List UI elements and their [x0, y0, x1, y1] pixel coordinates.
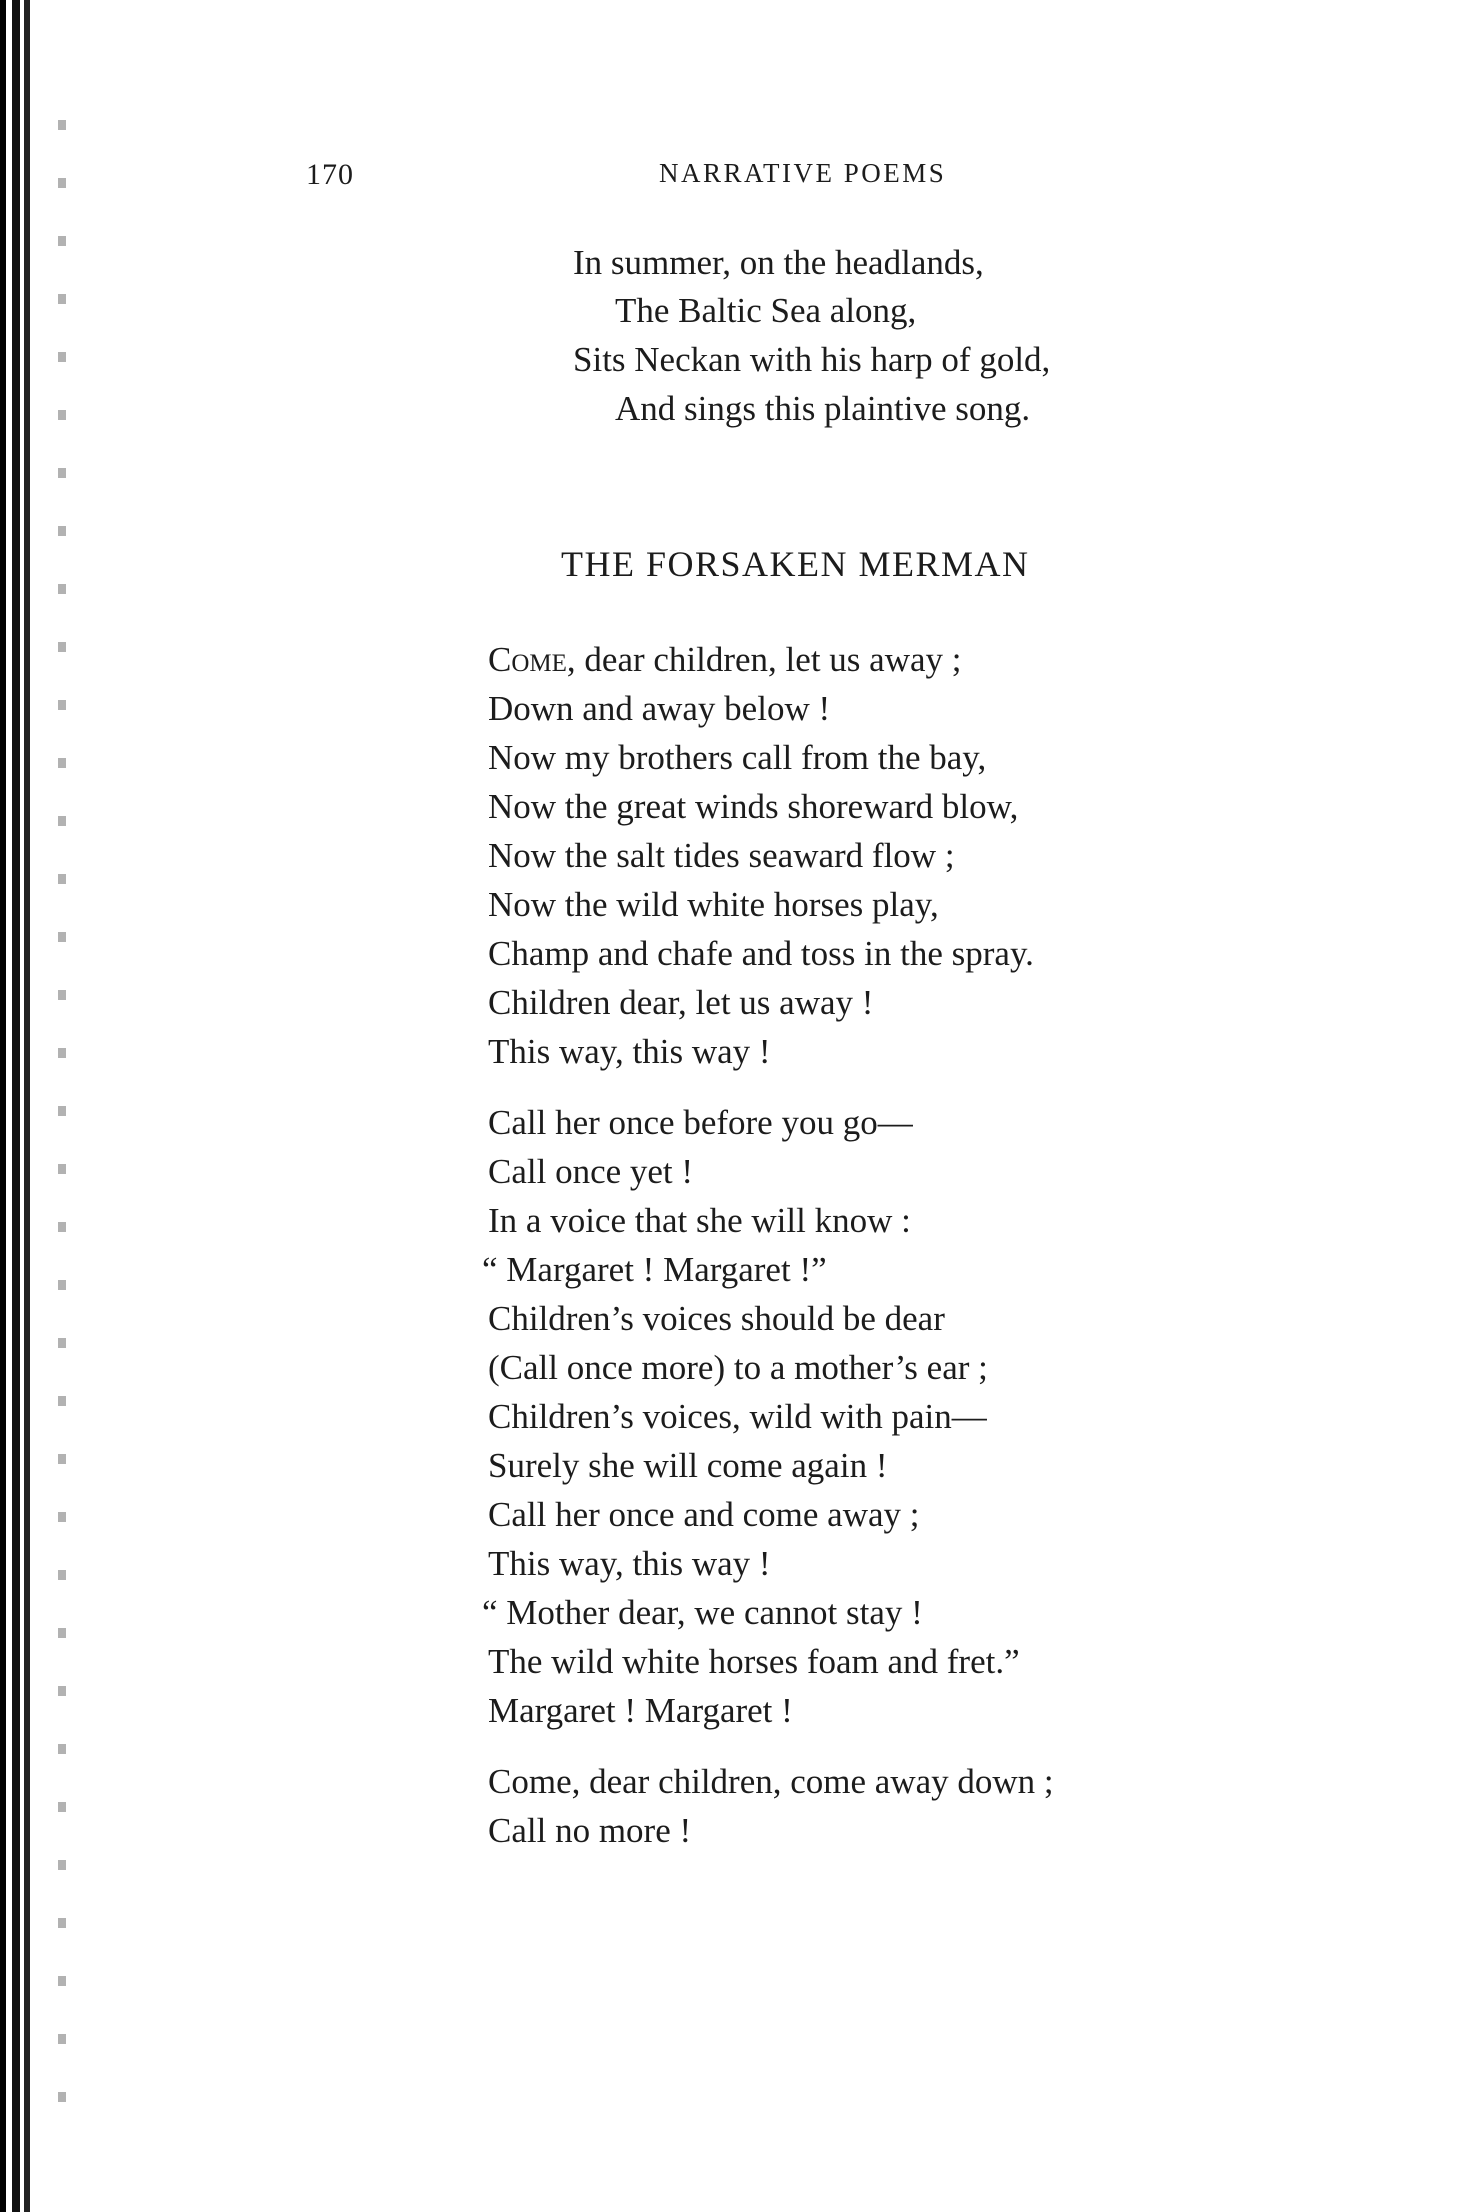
page-binding-edge [0, 0, 34, 2212]
verse-line: Call once yet ! [488, 1152, 694, 1191]
verse-line: Now the salt tides seaward flow ; [488, 836, 955, 875]
verse-line: Surely she will come again ! [488, 1446, 888, 1485]
verse-line: Now the wild white horses play, [488, 885, 939, 924]
verse-line: Call her once and come away ; [488, 1495, 920, 1534]
scan-artifact-marks [58, 120, 66, 2120]
verse-line: Call her once before you go— [488, 1103, 913, 1142]
verse-line: Children dear, let us away ! [488, 983, 874, 1022]
verse-line: “ Margaret ! Margaret !” [482, 1250, 827, 1289]
verse-line: Down and away below ! [488, 689, 831, 728]
verse-line: The wild white horses foam and fret.” [488, 1642, 1020, 1681]
section-title: NARRATIVE POEMS [659, 158, 947, 188]
verse-line: In summer, on the headlands, [573, 243, 984, 282]
verse-line: In a voice that she will know : [488, 1201, 911, 1240]
verse-line: (Call once more) to a mother’s ear ; [488, 1348, 988, 1387]
verse-line-rest: , dear children, let us away ; [566, 640, 962, 679]
verse-line: Come, dear children, come away down ; [488, 1762, 1054, 1801]
verse-line [488, 642, 961, 677]
verse-line: Children’s voices should be dear [488, 1299, 945, 1338]
verse-line: This way, this way ! [488, 1032, 771, 1071]
drop-word: Come [488, 640, 567, 679]
verse-line: And sings this plaintive song. [615, 389, 1031, 428]
verse-line: Call no more ! [488, 1811, 692, 1850]
verse-line: Children’s voices, wild with pain— [488, 1397, 987, 1436]
verse-line: This way, this way ! [488, 1544, 771, 1583]
poem-title: THE FORSAKEN MERMAN [561, 544, 1030, 584]
verse-line: Sits Neckan with his harp of gold, [573, 340, 1051, 379]
verse-line: Now the great winds shoreward blow, [488, 787, 1019, 826]
verse-line: Champ and chafe and toss in the spray. [488, 934, 1034, 973]
verse-line: The Baltic Sea along, [615, 291, 917, 330]
running-head [0, 158, 1479, 198]
verse-line: “ Mother dear, we cannot stay ! [482, 1593, 923, 1632]
verse-line: Now my brothers call from the bay, [488, 738, 987, 777]
verse-line: Margaret ! Margaret ! [488, 1691, 793, 1730]
page-number: 170 [306, 158, 354, 191]
